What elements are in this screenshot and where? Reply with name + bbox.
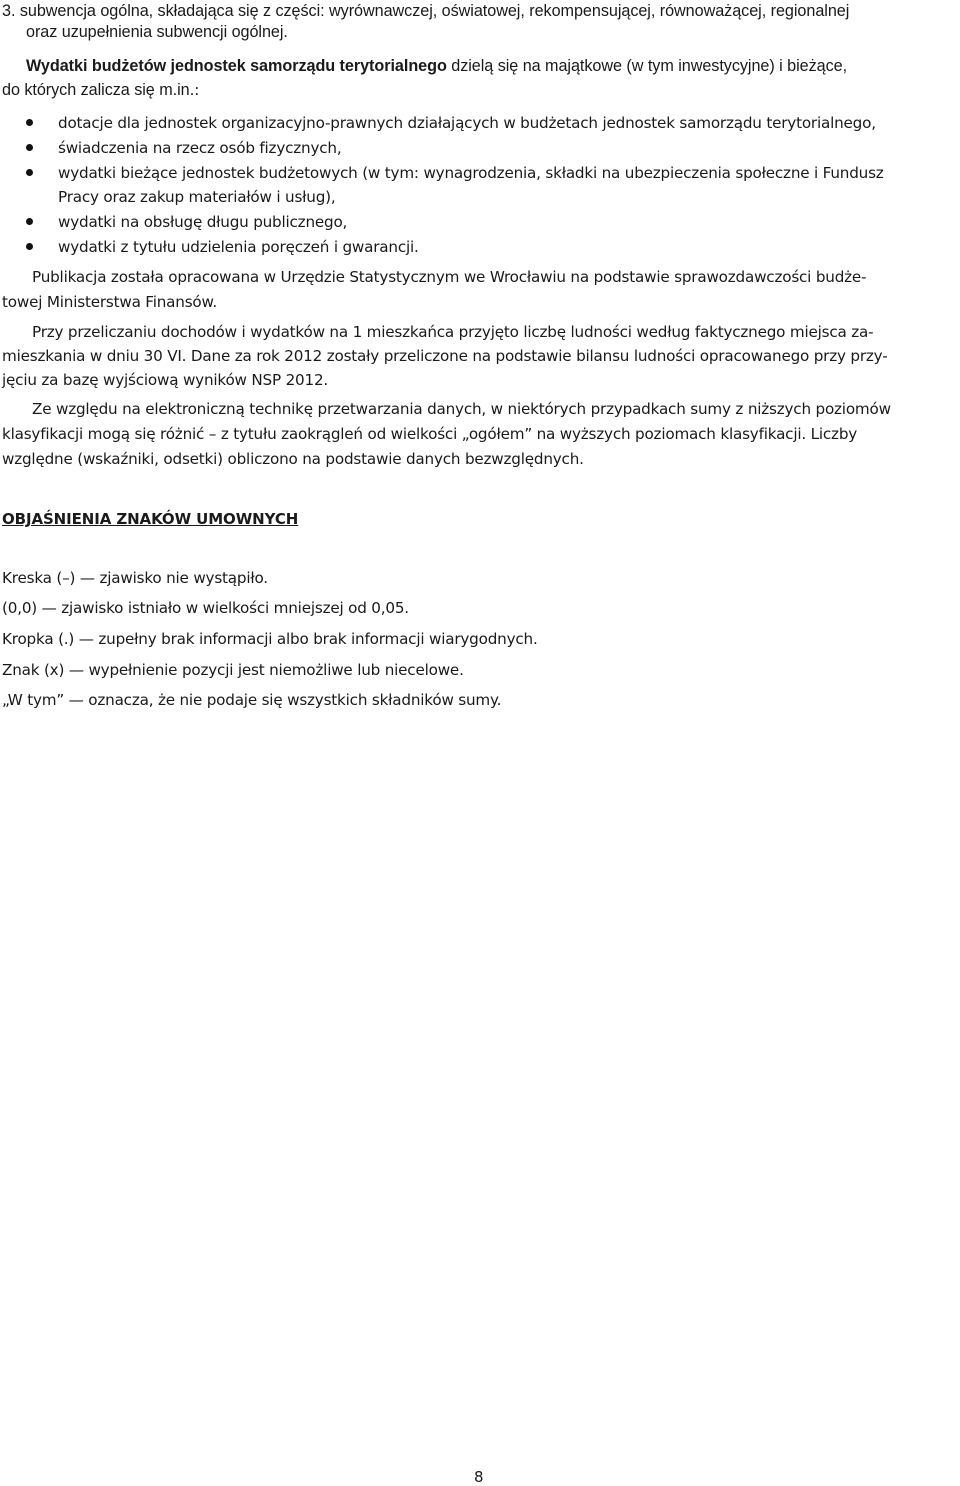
legend-item-kropka: Kropka (.) — zupełny brak informacji albo brak informacji wiarygodnych.: [2, 630, 538, 648]
legend-item-zero: (0,0) — zjawisko istniało w wielkości mniejszej od 0,05.: [2, 599, 409, 617]
paragraph-przeliczanie-line1: Przy przeliczaniu dochodów i wydatków na 1 mieszkańca przyjęto liczbę ludności według faktycznego miejsca za-: [32, 323, 874, 341]
bullet-icon: [26, 169, 33, 176]
bullet-item-poreczenia: wydatki z tytułu udzielenia poręczeń i gwarancji.: [58, 238, 419, 256]
page-number: 8: [474, 1468, 484, 1486]
paragraph-przeliczanie-line3: jęciu za bazę wyjściową wyników NSP 2012.: [2, 371, 329, 389]
bullet-icon: [26, 144, 33, 151]
wydatki-line2-start: do których zalicza się m.in: [2, 81, 190, 99]
wydatki-line1-rest: dzielą się na majątkowe (w tym inwestycyjne) i bieżące,: [446, 57, 848, 75]
bullet-item-wydatki-biezace-cont: Pracy oraz zakup materiałów i usług),: [58, 188, 336, 206]
bullet-item-dotacje: dotacje dla jednostek organizacyjno-prawnych działających w budżetach jednostek samorządu terytorialnego,: [58, 114, 876, 132]
paragraph-technika-line2: klasyfikacji mogą się różnić – z tytułu zaokrągleń od wielkości „ogółem” na wyższych poziomach klasyfikacji. Liczby: [2, 425, 858, 443]
paragraph-przeliczanie-line2: mieszkania w dniu 30 VI. Dane za rok 2012 zostały przeliczone na podstawie bilansu ludności opracowanego przy przy-: [2, 347, 888, 365]
wydatki-bold-lead: Wydatki budżetów jednostek samorządu terytorialnego: [26, 57, 447, 75]
bullet-item-dlug: wydatki na obsługę długu publicznego,: [58, 213, 348, 231]
paragraph-publikacja-line1: Publikacja została opracowana w Urzędzie Statystycznym we Wrocławiu na podstawie sprawozdawczości budże-: [32, 268, 867, 286]
bullet-item-wydatki-biezace: wydatki bieżące jednostek budżetowych (w tym: wynagrodzenia, składki na ubezpieczenia społeczne i Fundusz: [58, 164, 884, 182]
section-heading-objasnienia: OBJAŚNIENIA ZNAKÓW UMOWNYCH: [2, 510, 299, 528]
legend-item-znak-x: Znak (x) — wypełnienie pozycji jest niemożliwe lub niecelowe.: [2, 661, 464, 679]
bullet-icon: [26, 243, 33, 250]
paragraph-technika-line1: Ze względu na elektroniczną technikę przetwarzania danych, w niektórych przypadkach sumy z niższych poziomów: [32, 400, 891, 418]
bullet-icon: [26, 119, 33, 126]
item3-line1: 3. subwencja ogólna, składająca się z części: wyrównawczej, oświatowej, rekompensującej, równoważącej, regionalnej: [2, 2, 850, 20]
paragraph-technika-line3: względne (wskaźniki, odsetki) obliczono na podstawie danych bezwzględnych.: [2, 450, 584, 468]
bullet-icon: [26, 218, 33, 225]
item3-line2: oraz uzupełnienia subwencji ogólnej.: [26, 23, 288, 41]
wydatki-line1: [26, 55, 960, 77]
legend-item-w-tym: „W tym” — oznacza, że nie podaje się wszystkich składników sumy.: [2, 691, 502, 709]
bullet-item-swiadczenia: świadczenia na rzecz osób fizycznych,: [58, 139, 342, 157]
wydatki-line2-end: .:: [189, 81, 200, 99]
legend-item-kreska: Kreska (–) — zjawisko nie wystąpiło.: [2, 569, 268, 587]
wydatki-line2: [2, 79, 960, 102]
paragraph-publikacja-line2: towej Ministerstwa Finansów.: [2, 293, 217, 311]
